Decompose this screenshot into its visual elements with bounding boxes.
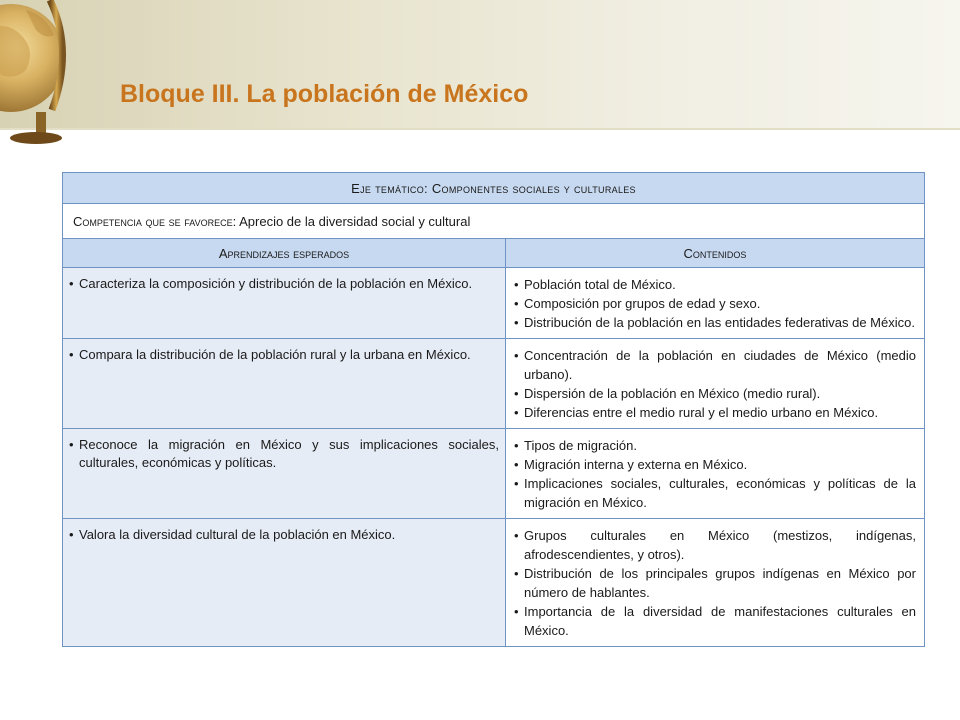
- eje-header: Eje temático: Componentes sociales y culturales: [63, 173, 925, 204]
- contenido-item: • Tipos de migración.: [514, 436, 916, 455]
- table-row: [63, 268, 925, 339]
- contenido-item: • Migración interna y externa en México.: [514, 455, 916, 474]
- eje-value: Componentes sociales y culturales: [431, 180, 636, 196]
- aprendizaje-cell: [63, 429, 506, 519]
- aprendizaje-text: • Compara la distribución de la población rural y la urbana en México.: [69, 346, 499, 364]
- aprendizaje-text: • Reconoce la migración en México y sus implicaciones sociales, culturales, económicas y políticas.: [69, 436, 499, 472]
- contenido-item: • Concentración de la población en ciudades de México (medio urbano).: [514, 346, 916, 384]
- competencia-label: Competencia que se favorece: [73, 213, 233, 229]
- contenido-item: • Grupos culturales en México (mestizos, indígenas, afrodescendientes, y otros).: [514, 526, 916, 564]
- aprendizaje-cell: [63, 339, 506, 429]
- contenido-item: • Población total de México.: [514, 275, 916, 294]
- aprendizaje-text: • Caracteriza la composición y distribución de la población en México.: [69, 275, 499, 293]
- aprendizaje-cell: [63, 268, 506, 339]
- aprendizaje-text: • Valora la diversidad cultural de la población en México.: [69, 526, 499, 544]
- contenido-item: • Diferencias entre el medio rural y el medio urbano en México.: [514, 403, 916, 422]
- contenido-item: • Implicaciones sociales, culturales, económicas y políticas de la migración en México.: [514, 474, 916, 512]
- contenidos-cell: [506, 519, 925, 647]
- header-divider: [0, 128, 960, 130]
- aprendizajes-header: Aprendizajes esperados: [63, 239, 506, 268]
- contenido-item: • Composición por grupos de edad y sexo.: [514, 294, 916, 313]
- table-row: [63, 519, 925, 647]
- eje-label: Eje temático: [351, 180, 425, 196]
- aprendizaje-cell: [63, 519, 506, 647]
- contenido-item: • Importancia de la diversidad de manifestaciones culturales en México.: [514, 602, 916, 640]
- competencia-value: Aprecio de la diversidad social y cultural: [239, 213, 471, 229]
- competencia-row: Competencia que se favorece: Aprecio de la diversidad social y cultural: [63, 204, 925, 239]
- table-row: [63, 429, 925, 519]
- contenido-item: • Dispersión de la población en México (medio rural).: [514, 384, 916, 403]
- table-row: [63, 339, 925, 429]
- page-title: Bloque III. La población de México: [120, 80, 529, 108]
- contenidos-cell: [506, 339, 925, 429]
- contenido-item: • Distribución de los principales grupos indígenas en México por número de hablantes.: [514, 564, 916, 602]
- contenidos-header: Contenidos: [506, 239, 925, 268]
- curriculum-table: [62, 172, 925, 647]
- globe-icon: [0, 0, 76, 150]
- contenidos-cell: [506, 429, 925, 519]
- contenidos-cell: [506, 268, 925, 339]
- contenido-item: • Distribución de la población en las entidades federativas de México.: [514, 313, 916, 332]
